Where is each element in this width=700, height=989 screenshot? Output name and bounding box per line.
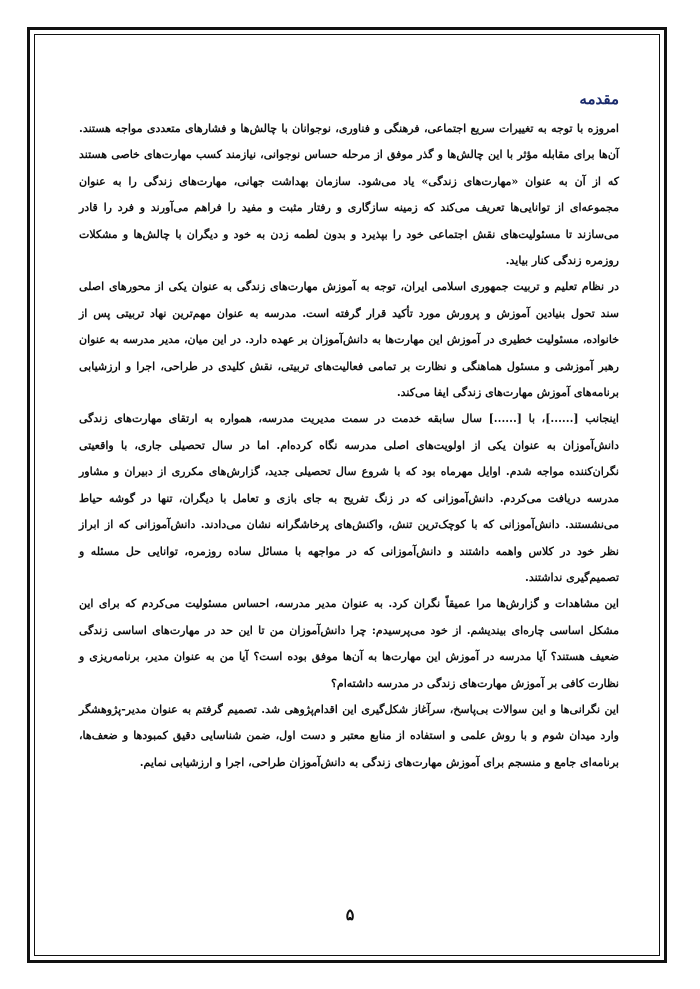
paragraph-5: این نگرانی‌ها و این سوالات بی‌پاسخ، سرآغاز شکل‌گیری این اقدام‌پژوهی شد. تصمیم گرفتم به عنوان مدیر-پژوهشگر وارد میدان شوم و با روش علمی و استفاده از منابع معتبر و دست اول، ضمن شناسایی دقیق کمبودها و ضعف‌ها، برنامه‌ای جامع و منسجم برای آموزش مهارت‌های زندگی به دانش‌آموزان طراحی، اجرا و ارزشیابی نمایم. [79,702,619,769]
paragraph-4: این مشاهدات و گزارش‌ها مرا عمیقاً نگران کرد. به عنوان مدیر مدرسه، احساس مسئولیت می‌کردم که برای این مشکل اساسی چاره‌ای بیندیشم. از خود می‌پرسیدم: چرا دانش‌آموزان من تا این حد در مهارت‌های اساسی زندگی ضعیف هستند؟ آیا مدرسه در آموزش این مهارت‌ها به آن‌ها موفق بوده است؟ آیا من به عنوان مدیر، برنامه‌ریزی و نظارت کافی بر آموزش مهارت‌های زندگی در مدرسه داشته‌ام؟ [79,597,619,690]
page-number: ۵ [345,905,355,924]
paragraph-1: امروزه با توجه به تغییرات سریع اجتماعی، فرهنگی و فناوری، نوجوانان با چالش‌ها و فشارهای متعددی مواجه هستند. آن‌ها برای مقابله مؤثر با این چالش‌ها و گذر موفق از مرحله حساس نوجوانی، نیازمند کسب مهارت‌های خاصی هستند که از آن به عنوان «مهارت‌های زندگی» یاد می‌شود. سازمان بهداشت جهانی، مهارت‌های زندگی را به عنوان مجموعه‌ای از توانایی‌ها تعریف می‌کند که زمینه سازگاری و رفتار مثبت و مفید را فراهم می‌آورند و فرد را قادر می‌سازند تا مسئولیت‌های نقش اجتماعی خود را بپذیرد و بدون لطمه زدن به خود و دیگران با چالش‌ها و مشکلات روزمره زندگی کنار بیاید. [79,122,619,268]
paragraph-3: اینجانب [......]، با [......] سال سابقه خدمت در سمت مدیریت مدرسه، همواره به ارتقای مهارت‌های زندگی دانش‌آموزان به عنوان یکی از اولویت‌های اصلی مدرسه نگاه کرده‌ام. اما در سال تحصیلی جاری، با واقعیتی نگران‌کننده مواجه شدم. اوایل مهرماه بود که با شروع سال تحصیلی جدید، گزارش‌های مکرری از دبیران و مشاور مدرسه دریافت می‌کردم. دانش‌آموزانی که در زنگ تفریح به جای بازی و تعامل با دیگران، تنها در گوشه حیاط می‌نشستند. دانش‌آموزانی که با کوچک‌ترین تنش، واکنش‌های پرخاشگرانه نشان می‌دادند. دانش‌آموزانی که از ابراز نظر خود در کلاس واهمه داشتند و دانش‌آموزانی که در مواجهه با مسائل ساده روزمره، توانایی حل مسئله و تصمیم‌گیری نداشتند. [79,412,619,584]
paragraph-2: در نظام تعلیم و تربیت جمهوری اسلامی ایران، توجه به آموزش مهارت‌های زندگی به عنوان یکی از محورهای اصلی سند تحول بنیادین آموزش و پرورش مورد تأکید قرار گرفته است. مدرسه به عنوان مهم‌ترین نهاد تربیتی پس از خانواده، مسئولیت خطیری در آموزش این مهارت‌ها به دانش‌آموزان بر عهده دارد. در این میان، مدیر مدرسه به عنوان رهبر آموزشی و مسئول هماهنگی و نظارت بر تمامی فعالیت‌های تربیتی، نقش کلیدی در طراحی، اجرا و ارزشیابی برنامه‌های آموزش مهارت‌های زندگی ایفا می‌کند. [79,280,619,400]
document-body [79,88,619,776]
section-heading: مقدمه [579,90,619,108]
